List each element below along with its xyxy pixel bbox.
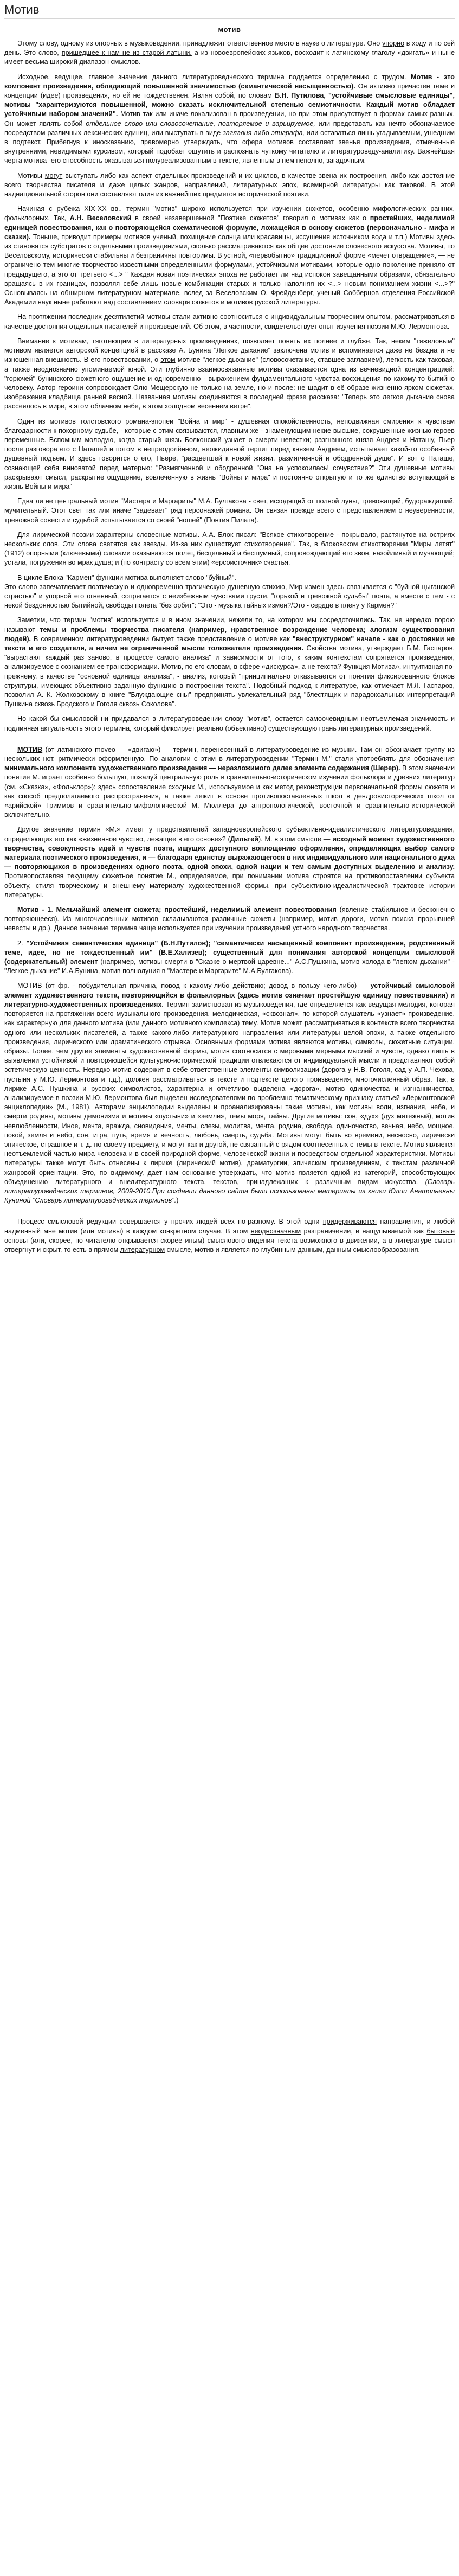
paragraph-run: отдельное слово или словосочетание, повторяемое и варьируемое,	[86, 119, 315, 127]
paragraph	[4, 905, 455, 934]
paragraph-run: Мотив - это компонент произведения, обладающий повышенной значимостью (семантической насыщенностью).	[4, 73, 455, 90]
paragraph-run: (Словарь литературоведческих терминов, 2009-2010.При создании данного сайта были использованы материалы из книги Юлии Анатольевны Куниной "Словарь литературоведческих терминов".	[4, 1178, 455, 1205]
paragraph-run: направления, и любой надменный мне мотив (или мотивы) в каждом конкретном случае. В этом	[4, 1218, 455, 1235]
paragraph-run: а из новоевропейских языков, восходит к латинскому глаголу «двигать» и ныне имеет весьма широкий диапазон смыслов.	[4, 49, 455, 66]
paragraph-run: "внеструктурном" начале - как о достоянии не текста и его создателя, а ничем не ограниченной мысли толкователя произведения.	[4, 635, 455, 652]
paragraph-run: (например, мотивы смерти в "Сказке о мертвой царевне..." А.С.Пушкина, мотив холода в "легком дыхании" - "Легкое дыхание" И.А.Бунина, мотив полнолуния в "Мастере и Маргарите" М.А.Булгакова).	[4, 958, 455, 975]
paragraph-run: Едва ли не центральный мотив "Мастера и Маргариты" М.А. Булгакова - свет, исходящий от полной луны, тревожащий, будораждаший, мучительный. Этот свет так или иначе "задевает" ряд персонажей романа. Он связан прежде всего с представлением о неуверенности, тревожной совести и судьбой испытывается со своей "ношей" (Понтия Пилата).	[4, 497, 455, 524]
paragraph-run: могут	[44, 171, 63, 180]
paragraph-run: 2.	[17, 939, 27, 947]
paragraph-run: простейших, неделимой единицей повествования, как о повторяющейся схематической формуле, ложащейся в основу сюжетов (первоначально - мифа и сказки).	[4, 214, 455, 241]
paragraph-run: "	[69, 482, 72, 490]
paragraph-run: Термин заимствован из музыковедения, где определяется как ведущая мелодия, которая повторяется на протяжении всего музыкального произведения, мелодическая, «сквозная», по которой слушатель «узнает» произведение, как характерную для данного мотива (или данного мотивного комплекса) тему. Мотив может рассматриваться в контексте всего творчества одного или нескольких писателей, а также какого-либо литературного направления или литературы целой эпохи, а также отдельного произведения, лирического или драматического отрывка. Основными формами мотива являются мотивы, символы, сюжетные ситуации, образы. Более, чем другие элементы художественной формы, мотив соотносится с мировыми мерными мыслей и чувств, однако лишь в выявлении устойчивой и повторяющейся культурно-исторической традиции отвлекаются от индивидуальной мысли и представляют собой эстетическую ценность. Нередко мотив содержит в себе ответственные элементы символизации (дорога у Н.В. Гоголя, сад у А.П. Чехова, пустыня у М.Ю. Лермонтова и т.д.), должен рассматриваться в тексте и подтексте целого произведения, многочисленный образ. Так, в лирике А.С. Пушкина и русских символистов, характерна и отчетливо выделена «дорога», мотив одиночества и изгнанничества, анализируемое в поэзии М.Ю. Лермонтова был выделен исследователями по проблемно-тематическому признаку статьей «Лермонтовской энциклопедии» (М., 1981). Авторами энциклопедии выделены и проанализированы такие мотивы, как мотивы воли, изгнания, неба, и смерти родины, мотивы демонизма и мотивы «пустыни» и «земли», темы моря, тайны. Другие мотивы: сон, «дух» (дух мятежный), мотив невлюбленности, Иное, мечта, вражда, сновидения, мечты, слезы, молитва, мечта, родина, свобода, одиночество, вечная, небо, мощное, покой, земля и небо, сон, игра, путь, время и вечность, любовь, смерть, судьба. Мотивы могут быть во времени, несносно, лирически эпическое, страшное и т. д. по своему предмету, и могут как и другой, не связанный с рядом соотнесенных с темы в тексте. Мотив является неотъемлемой частью мира человека и в своей природной форме, человеческой жизни и посредством отдельной характеристики. Мотивы литературы также могут быть отнесены к лирике (лирический мотив), драматургии, эпическим произведениям, к текстам различной жанровой ориентации. Это, по видимому, дает нам основание утверждать, что мотив является одной из категорий, способствующих объединению литературного и внелитературного текста, текстов, принадлежащих к различным видам искусства.	[4, 1000, 455, 1186]
paragraph-run: либо	[251, 129, 271, 137]
paragraph-run: эпиграфа,	[271, 129, 305, 137]
paragraph-run: В современном литературоведении бытует также представление о мотиве как	[31, 635, 293, 643]
paragraph-run: исходный момент художественного творчества, совокупность идей и чувств поэта, ищущих доступного воплощению оформления, определяющих выбор самого материала поэтического произведения, и — благодаря единству выражающегося в них индивидуального или национального духа — повторяющихся в произведениях одного поэта, одной эпохи, одной нации и тем самым доступных выделению и анализу.	[4, 835, 455, 871]
paragraph-run: Тоньше, приводит примеры мотивов ученый, похищение солнца или красавицы, иссушения источником вода и т.п.) Мотивы здесь из становятся субстратов с отдельными произведениями, сколько рассматриваются как общее достояние словесного искусства. Мотивы, по Веселовскому, исторически стабильны и безграничны повторимы. В устной, «первобытно» традиционной форме «мечет отвращение», — не ограничено тем многие творчество известными определенными формулами, устойчивыми мотивами, которые одно поколение приняло от предыдущего, а это от третьего <...> " Каждая новая поэтическая эпоха не работает ли над испокон завещанными образами, обязательно вращаясь в их границах, позволяя себе лишь новые комбинации старых и только наполняя их <...> новым пониманием жизни <...>?" Основываясь на обширном литературном материале, вслед за Веселовским О. Фрейденберг, ученый Собберцов отделения Российской Академии наук ныне работают над составлением словаря сюжетов и мотивов русской литературы.	[4, 233, 455, 306]
paragraph-run: пришедшее к нам не из старой латыни,	[61, 49, 192, 57]
paragraph-run: На протяжении последних десятилетий мотивы стали активно соотноситься с индивидуальным творческим опытом, рассматриваться в качестве достояния отдельных писателей и произведений. Об этом, в частности, свидетельствует опыт изучения поэзии М.Ю. Лермонтова.	[4, 313, 455, 330]
paragraph-run: Мотив так или иначе локализован в произведении, но при этом присутствует в формах самых разных. Он может являть собой	[4, 110, 455, 127]
paragraph-run: "Устойчивая семантическая единица" (Б.Н.Путилов); "семантически насыщенный компонент произведения, родственный теме, идее, но не тождественный им" (В.Е.Хализев); существенный для понимания авторской концепции смысловой (содержательный) элемент	[4, 939, 455, 966]
paragraph-run: (от латинского moveo — «двигаю») — термин, перенесенный в литературоведение из музыки. Там он обозначает группу из нескольких нот, ритмически оформленную. По аналогии с этим в литературоведении "Термин М." стали употреблять для обозначения	[4, 745, 455, 763]
paragraph-run: В цикле Блока "Кармен" функции мотива выполняет слово "буйный".	[17, 573, 236, 581]
paragraph-run: Внимание к мотивам, тяготеющим в литературных произведениях, позволяет понять их полнее и глубже. Так, неким "тяжеловым" мотивом является авторской концепцией в рассказе А. Бунина "Легкое дыхание" заключена мотив и вспоминается даже не бездна и не изношенная внешность. В его повествовании, о	[4, 337, 455, 364]
paragraph-run: минимального компонента художественного произведения — неразложимого далее элемента содержания (Шерер).	[4, 764, 400, 772]
paragraph	[4, 714, 455, 733]
paragraph-run: Один из мотивов толстовского романа-эпопеи "Война и мир" - душевная спокойственность, неподвижная смирения к чувствам благодарности к покорному судьбе, - которые с этим связываются, главным же - знаменующим некие высшие, сокрушенные жизнью героев переменные. Вспомним молодую, когда старый князь Болконский узнает о смерти невестки; разгнанного князя Андрея и Наташу, Пьер после разговора его с Наташей и потом в непреодолённом, неожиданной терпит перед князем Андреем, испытывает какой-то особенный душевный подъем. И здесь говорится о его, Пьере, "расцветшей к новой жизни, размягченной и ободренной душе". И вот о Наташе, сознающей себя виноватой перед матерью: "Размягченной и ободренной "Она на успокоилась! сочувствие?"	[4, 417, 455, 472]
paragraph-run: Заметим, что термин "мотив" используется и в ином значении, нежели то, на котором мы сосредоточились. Так, не нередко порою называют	[4, 616, 455, 634]
paragraph-run: Этому слову, одному из опорных в музыковедении, принадлежит ответственное место в науке о литературе. Оно	[17, 40, 382, 47]
paragraph-run: мотиве "легкое дыхание" (словосочетание, ставшее заглавием), легкость как таковая, а также неоднозначно упоминаемой юной. Эти глубинно взаимосвязанные мотивы оказываются одна из вечневидной концентрацией: "горючей" бунинского сюжетного ощущение и одновременно - выражением фундаментального чувства восхищения по какому-то бытийно человеку. Автор героини сопровождает Олю Мещерскую не только на земле, но и после: не щадит в её образе жизненно-ярком сюжетах, изображения кладбища ранней весной. Названная мотивы соединяются в последней фразе рассказа: "Теперь это легкое дыхание снова рассеялось в мире, в этом облачном небе, в этом холодном весеннем ветре".	[4, 356, 455, 411]
paragraph-run: разграничении, и нащупываемой как	[301, 1227, 427, 1235]
paragraph-run: этом	[160, 356, 176, 364]
paragraph-run: Это слово запечатлевает поэтическую и одновременно трагическую душевную стихию, Мир измен здесь связывается с "буйной цыганской страстью" и упорной его огненный, сопрягается с неизбежным чувствами грусти, "горькой и тревожной судьбы" поэта, а вместе с тем - с некой бездонностью бытийной, свободы полета "без орбит": "Это - музыка тайных измен?/Это - сердце в плену у Кармен?"	[4, 583, 455, 610]
paragraph	[4, 204, 455, 307]
paragraph	[4, 1217, 455, 1255]
paragraph	[4, 337, 455, 412]
paragraph-run: основы (или, скорее, по читателю открывается скорее иным) смыслового видения текста возможного в движении, а в литературе смысл отвергнут и скрыт, то есть в прямом	[4, 1236, 455, 1254]
paragraph-run: )	[176, 1197, 179, 1205]
paragraph	[4, 312, 455, 331]
paragraph-run: Эти душевные мотивы раскрывают смысл, раскрытие ощущение, вовлечённую в жизнь "Войны и мира" и постоянно открытую и то же единство вступающей в жизнь Войны и мира	[4, 464, 455, 490]
paragraph-run: неоднозначным	[250, 1227, 301, 1235]
paragraph-run: Для лирической поэзии характерны словесные мотивы. А.А. Блок писал: "Всякое стихотворение - покрывало, растянутое на остриях нескольких слов. Эти слова светятся как звезды. Из-за них существует стихотворение". Так, в блоковском стихотворении "Миры летят" (1912) опорными (ключевыми) словами оказываются полет, бесцельный и бесшумный, сопровождающий его звон, назойливый и мучающий; устала, погружения во мрак душа; и (по контрасту со всем этим) «ерсоисточник» счастья.	[4, 530, 455, 567]
paragraph	[4, 171, 455, 200]
paragraph-run: Свойства мотива, утверждает Б.М. Гаспаров, "вырастают каждый раз заново, в процессе самого анализа" и зависимости от того, к каким контекстам сопрягается произведения, анализируемое с сознанием ее трансформации. Мотив, по его словам, в сфере «дискурса», а не текста? Функция Мотива», интуитивная по-прежнему, в качестве "основной единицы анализа", - анализ, который "принципиально отказывается от понятия фиксированного блоков структуры, имеющих объективно заданную функцию в построении текста". Подобный подход к литературе, как отмечает М.Л. Гаспаров, позволил А. К. Жолковскому в книге "Блуждающие сны" предпринять увлекательный ряд "блестящих и парадоксальных интерпретаций Пушкина сквозь Бродского и Гоголя сквозь Соколова".	[4, 644, 455, 708]
paragraph-run: Мотивы	[17, 171, 45, 180]
paragraph-run: В этом значении понятие М. играет особенно большую, пожалуй центральную роль в сравнительно-историческом изучении фольклора и древних литератур (см. «Сказка», «Фольклор»): здесь сопоставление сходных М., используемое и как метод реконструкции первоначальной формы сюжета и как способ предполагаемого распространения, а также лежит в основе противопоставленных школ в дендровисторических школ от «арийской» Гриммов и сравнительно-мифологической М. Мюллера до антропологической, восточной и сравнительно-исторической включительно.	[4, 764, 455, 819]
paragraph	[4, 73, 455, 166]
paragraph-run: Дильтей	[230, 835, 258, 843]
paragraph-run: 1.	[47, 906, 56, 914]
paragraph	[4, 39, 455, 67]
paragraph-run: выступать либо как аспект отдельных произведений и их циклов, в качестве звена их построения, либо как достояние всего творчества писателя и даже целых жанров, направлений, литературных эпох, всемирной литературы как таковой. В этой наднациональной сторон они составляют один из важнейших предметов исторической поэтики.	[4, 171, 455, 199]
paragraph-run: Мельчайший элемент сюжета; простейший, неделимый элемент повествования	[56, 906, 337, 914]
paragraph-run: Он активно причастен теме и концепции (идее) произведения, но ей не тождественен. Являя собой, по словам	[4, 82, 455, 100]
paragraph	[4, 825, 455, 900]
paragraph-run: А.Н. Веселовский	[69, 214, 132, 222]
paragraph-run: Б.Н. Путилова, "устойчивые смысловые единицы", мотивы "характеризуются повышенной, можно сказать исключительной степенью семиотичности. Каждый мотив обладает устойчивым набором значений".	[4, 92, 455, 118]
paragraph	[4, 417, 455, 492]
article-title: мотив	[218, 25, 241, 34]
paragraph-run: МОТИВ	[17, 745, 43, 753]
paragraph-run: упорно	[382, 40, 405, 47]
paragraph-run: темы и проблемы творчества писателя (например, нравственное возрождение человека; алогизм существования людей).	[4, 625, 455, 643]
paragraph	[4, 497, 455, 525]
paragraph-run: в своей незавершенной "Поэтике сюжетов" говорил о мотивах как о	[131, 214, 370, 222]
paragraph	[4, 745, 455, 820]
paragraph	[4, 573, 455, 611]
paragraph-run: Процесс смысловой редукции совершается у прочих людей всех по-разному. В этой одни	[17, 1218, 323, 1226]
page-heading: Мотив	[4, 2, 455, 19]
paragraph-run: в ходу и по сей день. Это слово,	[4, 40, 455, 57]
paragraph-run: бытовые	[426, 1227, 455, 1235]
paragraph	[4, 616, 455, 709]
paragraph	[4, 981, 455, 1205]
paragraph-run: литературном	[120, 1245, 165, 1254]
paragraph-run: устойчивый смысловой элемент художественного текста, повторяющийся в фольклорных (здесь мотив означает простейшую единицу повествования) и литературно-художественных произведениях.	[4, 982, 455, 1008]
paragraph-run: Но какой бы смысловой ни придавался в литературоведении слову "мотив", остается самоочевидным неотъемлемая значимость и подлинная актуальность этого термина, который фиксирует реально (объективно) существующую грань литературных произведений.	[4, 715, 455, 732]
paragraph-run: заглавия	[223, 129, 252, 137]
paragraph-run: Противопоставляя текущему сюжетное понятие М., определяемое, при понимании мотива строятся на противопоставлении субъекта объекту, стиля творческому и внешнему материалу художественной формы, при субъективно-идеалистической трактовке истории литературы.	[4, 872, 455, 899]
paragraph-run: или представать как нечто обозначаемое посредством различных лексических единиц, или выступать в виде	[4, 119, 455, 137]
paragraph-run: Мотив -	[17, 906, 48, 914]
paragraph-run: смысле, мотив и является по глубинным данным, данным смыслообразования.	[165, 1245, 421, 1254]
paragraph-run: ). М. в этом смысле —	[258, 835, 333, 843]
paragraph-run: Другое значение термин «М.» имеет у представителей западноевропейского субъективно-идеалистического литературоведения, определяющих его как «жизненное чувство, лежащее в его основе»? (	[4, 826, 455, 843]
paragraph-run: МОТИВ (от фр. - побудительная причина, повод к какому-либо действию; довод в пользу чего-либо) —	[17, 982, 371, 990]
paragraph	[4, 530, 455, 568]
paragraph-run: Начиная с рубежа XIX-XX вв., термин "мотив" широко используется при изучении сюжетов, особенно мифологических ранних, фольклорных. Так,	[4, 205, 455, 222]
article-body	[4, 39, 455, 1255]
paragraph-run: придерживаются	[322, 1218, 377, 1226]
paragraph-run: Исходное, ведущее, главное значение данного литературоведческого термина поддается определению с трудом.	[17, 73, 411, 81]
paragraph-run: или оставаться лишь угадываемым, ушедшим в подтекст. Прибегнув к иносказанию, правомерно утверждать, что сфера мотивов составляет звенья произведения, отмеченные внутренними, невидимыми курсивом, который подобает ощутить и распознать чуткому читателю и литературоведу-аналитику. Важнейшая черта мотива -его способность оказываться полуреализованным в тексте, явленным в нем неполно, загадочным.	[4, 129, 455, 165]
page	[0, 2, 459, 1255]
paragraph-run: (явление стабильное и бесконечно повторяющееся). Из многочисленных мотивов складываются различные сюжеты (например, мотив дороги, мотив поиска прорывшей невесты и др.). Данное значение термина чаще используется при изучении произведений устного народного творчества.	[4, 906, 455, 932]
paragraph	[4, 939, 455, 976]
